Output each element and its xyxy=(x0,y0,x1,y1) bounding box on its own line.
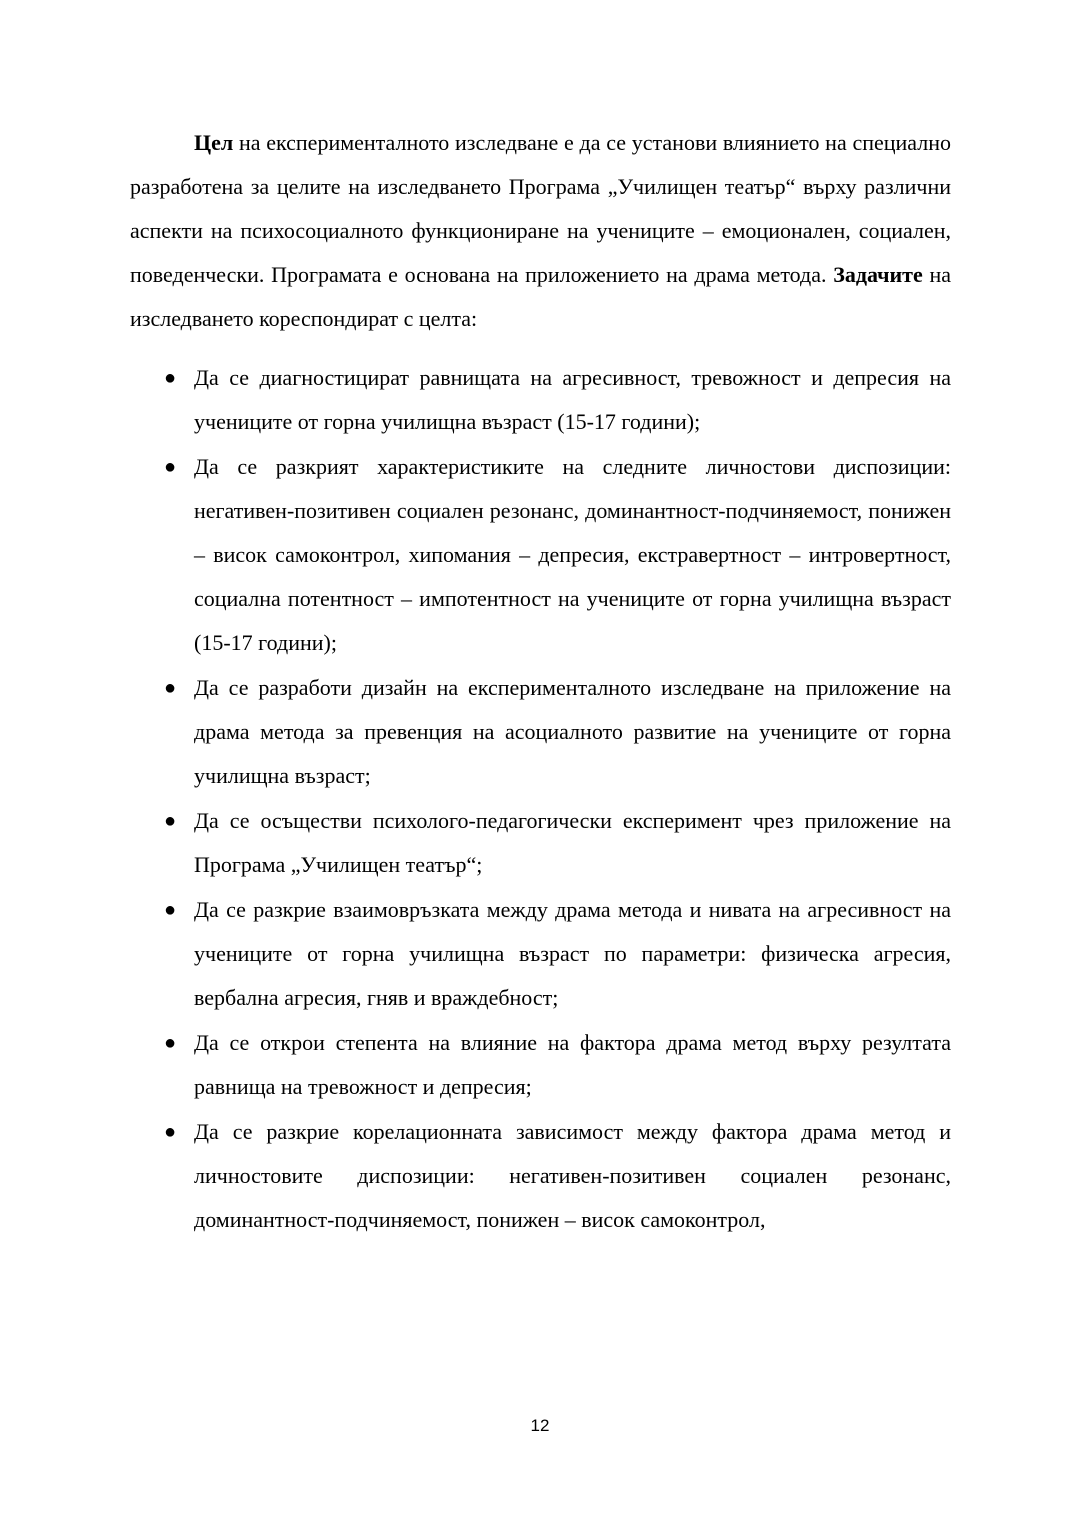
list-item xyxy=(130,799,951,887)
list-item xyxy=(130,445,951,665)
task-text: Да се диагностицират равнищата на агресивност, тревожност и депресия на учениците от горна училищна възраст (15-17 години); xyxy=(194,365,951,434)
bullet-icon: ● xyxy=(164,1032,177,1054)
task-text: Да се разкрие корелационната зависимост между фактора драма метод и личностовите диспозиции: негативен-позитивен социален резонанс, доминантност-подчиняемост, понижен – висок самоконтрол, xyxy=(194,1119,951,1232)
task-list xyxy=(130,356,951,1242)
bullet-icon: ● xyxy=(164,677,177,699)
tasks-intro-text: на изследването кореспондират с целта: xyxy=(130,262,951,331)
bullet-icon: ● xyxy=(164,899,177,921)
task-text: Да се разработи дизайн на експерименталното изследване на приложение на драма метода за превенция на асоциалното развитие на учениците от горна училищна възраст; xyxy=(194,675,951,788)
bullet-icon: ● xyxy=(164,456,177,478)
page-number: 12 xyxy=(530,1416,550,1435)
bullet-icon: ● xyxy=(164,367,177,389)
task-text: Да се открои степента на влияние на фактора драма метод върху резултата равнища на тревожност и депресия; xyxy=(194,1030,951,1099)
document-page xyxy=(130,121,951,1243)
tasks-label: Задачите xyxy=(833,262,923,287)
task-text: Да се разкрият характеристиките на следните личностови диспозиции: негативен-позитивен социален резонанс, доминантност-подчиняемост, понижен – висок самоконтрол, хипомания – депресия, екстравертност – интровертност, социална потентност – импотентност на учениците от горна училищна възраст (15-17 години); xyxy=(194,454,951,655)
list-item xyxy=(130,356,951,444)
intro-paragraph xyxy=(130,121,951,341)
task-text: Да се осъществи психолого-педагогически експеримент чрез приложение на Програма „Училищен театър“; xyxy=(194,808,951,877)
task-text: Да се разкрие взаимовръзката между драма метода и нивата на агресивност на учениците от горна училищна възраст по параметри: физическа агресия, вербална агресия, гняв и враждебност; xyxy=(194,897,951,1010)
list-item xyxy=(130,1110,951,1242)
bullet-icon: ● xyxy=(164,1121,177,1143)
list-item xyxy=(130,888,951,1020)
bullet-icon: ● xyxy=(164,810,177,832)
list-item xyxy=(130,666,951,798)
goal-label: Цел xyxy=(194,130,234,155)
goal-text: на експерименталното изследване е да се установи влиянието на специално разработена за целите на изследването Програма „Училищен театър“ върху различни аспекти на психосоциалното функциониране на учениците – емоционален, социален, поведенчески. Програмата е основана на приложението на драма метода. xyxy=(130,130,951,287)
list-item xyxy=(130,1021,951,1109)
